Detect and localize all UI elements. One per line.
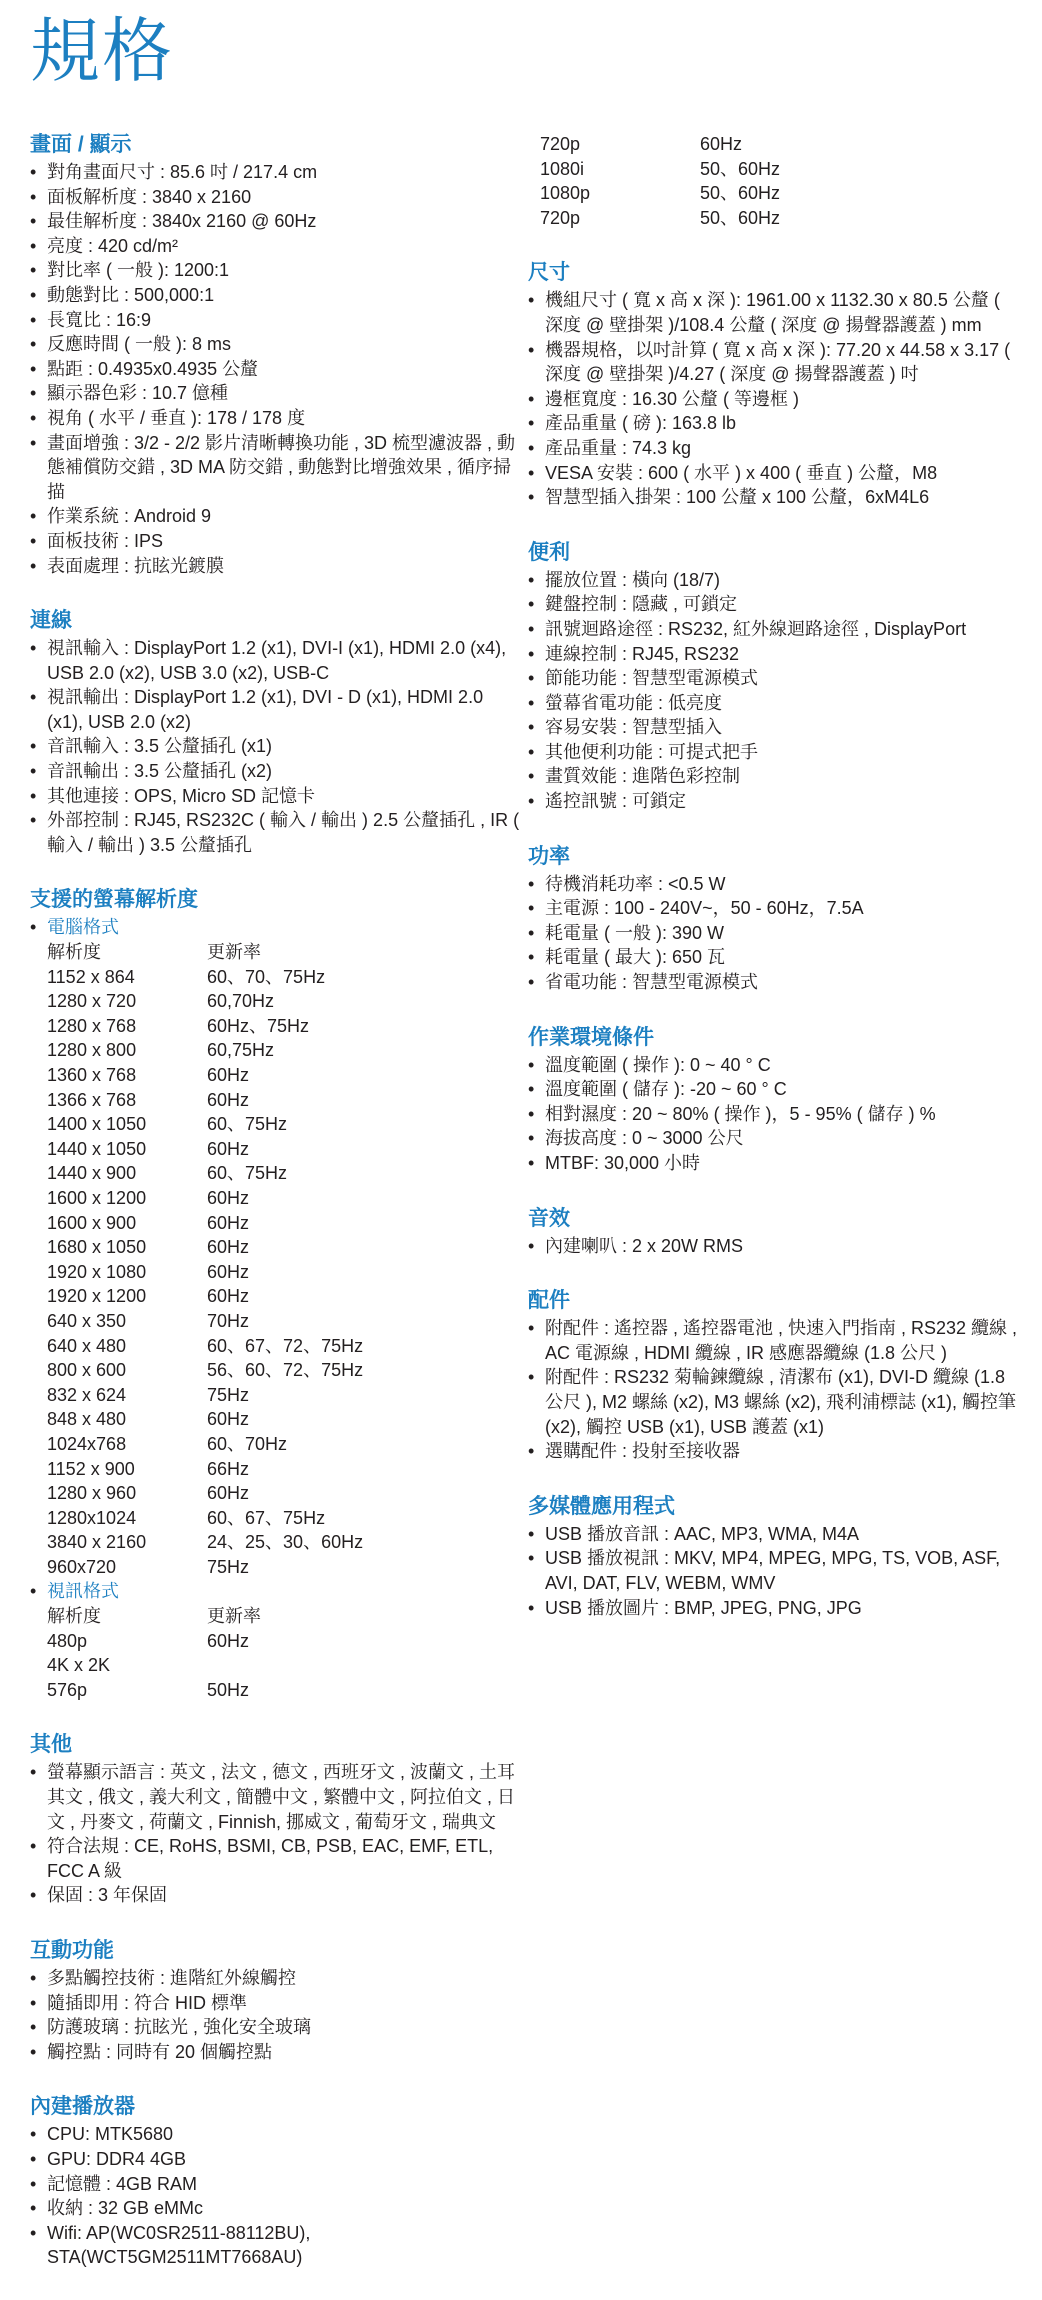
table-row <box>47 1137 520 1162</box>
spec-item: • 對比率 ( 一般 ): 1200:1 <box>30 258 520 283</box>
spec-item: • 視角 ( 水平 / 垂直 ): 178 / 178 度 <box>30 406 520 431</box>
spec-item: • 節能功能 : 智慧型電源模式 <box>528 666 1018 691</box>
spec-item: • 其他便利功能 : 可提式把手 <box>528 740 1018 765</box>
refresh-rate-cell: 60、67、75Hz <box>207 1507 326 1528</box>
refresh-rate-cell: 50、60Hz <box>700 207 781 228</box>
spec-item: • 選購配件 : 投射至接收器 <box>528 1439 1018 1464</box>
refresh-rate-cell: 50、60Hz <box>700 183 781 204</box>
col-header-refresh: 更新率 <box>207 1606 261 1627</box>
spec-item: • USB 播放圖片 : BMP, JPEG, PNG, JPG <box>528 1596 1018 1621</box>
table-row <box>47 1014 520 1039</box>
section-heading-display: 畫面 / 顯示 <box>30 133 132 156</box>
table-row <box>47 1235 520 1260</box>
spec-item: • 機組尺寸 ( 寬 x 高 x 深 ): 1961.00 x 1132.30 x 80.5 公釐 ( 深度 @ 壁掛架 )/108.4 公釐 ( 深度 @ 揚聲器護蓋 ) mm <box>528 288 1018 337</box>
refresh-rate-cell: 60,75Hz <box>207 1040 275 1061</box>
spec-item: • 內建喇叭 : 2 x 20W RMS <box>528 1234 1018 1259</box>
refresh-rate-cell: 60,70Hz <box>207 991 275 1012</box>
resolution-cell: 1366 x 768 <box>47 1089 137 1110</box>
refresh-rate-cell: 50Hz <box>207 1679 250 1700</box>
spec-item: • 音訊輸入 : 3.5 公釐插孔 (x1) <box>30 734 520 759</box>
refresh-rate-cell: 50、60Hz <box>700 158 781 179</box>
spec-item: • 螢幕顯示語言 : 英文 , 法文 , 德文 , 西班牙文 , 波蘭文 , 土耳其文 , 俄文 , 義大利文 , 簡體中文 , 繁體中文 , 阿拉伯文 , 日文 , 丹麥文 , 荷蘭文 , Finnish, 挪威文 , 葡萄牙文 , 瑞典文 <box>30 1760 520 1834</box>
spec-item: • 螢幕省電功能 : 低亮度 <box>528 691 1018 716</box>
spec-list <box>30 1760 520 1908</box>
section-heading-interactive: 互動功能 <box>30 1939 114 1962</box>
spec-list <box>528 1234 1018 1259</box>
spec-item: • 表面處理 : 抗眩光鍍膜 <box>30 554 520 579</box>
section-heading-multimedia: 多媒體應用程式 <box>528 1494 675 1518</box>
spec-item: • 溫度範圍 ( 操作 ): 0 ~ 40 ° C <box>528 1053 1018 1078</box>
spec-item: • 機器規格，以吋計算 ( 寬 x 高 x 深 ): 77.20 x 44.58 x 3.17 ( 深度 @ 壁掛架 )/4.27 ( 深度 @ 揚聲器護蓋 ) 吋 <box>528 338 1018 387</box>
table-row <box>540 206 1018 231</box>
spec-item: • 附配件 : RS232 菊輪鍊纜線 , 清潔布 (x1), DVI-D 纜線 (1.8 公尺 ), M2 螺絲 (x2), M3 螺絲 (x2), 飛利浦標誌 (x1), 觸控筆 (x2), 觸控 USB (x1), USB 護蓋 (x1) <box>528 1365 1018 1439</box>
resolution-cell: 832 x 624 <box>47 1384 127 1405</box>
section-heading-player: 內建播放器 <box>30 2095 135 2119</box>
resolution-cell: 640 x 480 <box>47 1335 127 1356</box>
refresh-rate-cell: 75Hz <box>207 1384 250 1405</box>
section-multimedia <box>528 1494 1018 1620</box>
refresh-rate-cell: 66Hz <box>207 1458 250 1479</box>
spec-item: • 海拔高度 : 0 ~ 3000 公尺 <box>528 1126 1018 1151</box>
spec-item: • 觸控點 : 同時有 20 個觸控點 <box>30 2040 520 2065</box>
refresh-rate-cell: 60、70Hz <box>207 1433 288 1454</box>
table-row <box>47 1088 520 1113</box>
section-heading-resolutions: 支援的螢幕解析度 <box>30 888 198 912</box>
right-column <box>528 132 1018 1650</box>
refresh-rate-cell: 60、75Hz <box>207 1114 288 1135</box>
table-row <box>47 1555 520 1580</box>
section-dimensions <box>528 260 1018 509</box>
table-row <box>47 1530 520 1555</box>
spec-item: • 面板技術 : IPS <box>30 529 520 554</box>
refresh-rate-cell: 60Hz <box>207 1187 250 1208</box>
spec-item: • 防護玻璃 : 抗眩光 , 強化安全玻璃 <box>30 2015 520 2040</box>
resolution-cell: 720p <box>540 207 581 228</box>
section-power <box>528 844 1018 995</box>
pc-resolution-table <box>47 940 520 1579</box>
table-row <box>47 965 520 990</box>
resolution-cell: 1400 x 1050 <box>47 1114 147 1135</box>
table-row <box>47 1161 520 1186</box>
resolution-cell: 1024x768 <box>47 1433 127 1454</box>
resolution-cell: 1280x1024 <box>47 1507 137 1528</box>
refresh-rate-cell: 24、25、30、60Hz <box>207 1532 364 1553</box>
spec-item: • Wifi: AP(WC0SR2511-88112BU), STA(WCT5GM2511MT7668AU) <box>30 2221 520 2270</box>
refresh-rate-cell: 60Hz <box>207 1089 250 1110</box>
section-heading-environment: 作業環境條件 <box>528 1025 654 1049</box>
refresh-rate-cell: 60、75Hz <box>207 1163 288 1184</box>
table-row <box>47 1211 520 1236</box>
resolution-cell: 1920 x 1200 <box>47 1286 147 1307</box>
table-row <box>47 1629 520 1654</box>
resolution-cell: 1080p <box>540 183 591 204</box>
spec-list <box>30 160 520 578</box>
section-display <box>30 132 520 578</box>
table-row <box>47 1309 520 1334</box>
section-interactive <box>30 1938 520 2064</box>
table-row <box>47 1653 520 1678</box>
table-row <box>47 1038 520 1063</box>
section-resolutions <box>30 887 520 1702</box>
spec-item: • 連線控制 : RJ45, RS232 <box>528 642 1018 667</box>
resolution-cell: 1440 x 900 <box>47 1163 137 1184</box>
spec-item: • 智慧型插入掛架 : 100 公釐 x 100 公釐，6xM4L6 <box>528 485 1018 510</box>
table-row <box>47 1457 520 1482</box>
section-heading-power: 功率 <box>528 844 570 868</box>
video-resolution-table <box>47 1604 520 1702</box>
resolution-table-header <box>47 940 520 965</box>
spec-item: • 附配件 : 遙控器 , 遙控器電池 , 快速入門指南 , RS232 纜線 , AC 電源線 , HDMI 纜線 , IR 感應器纜線 (1.8 公尺 ) <box>528 1316 1018 1365</box>
refresh-rate-cell: 60Hz <box>207 1483 250 1504</box>
table-row <box>47 1358 520 1383</box>
resolution-cell: 1152 x 900 <box>47 1458 135 1479</box>
section-misc <box>30 1732 520 1908</box>
table-row <box>47 1063 520 1088</box>
table-row <box>47 1407 520 1432</box>
refresh-rate-cell: 60Hz <box>207 1409 250 1430</box>
section-heading-accessories: 配件 <box>528 1289 570 1313</box>
refresh-rate-cell: 60Hz <box>700 134 743 154</box>
resolution-cell: 1280 x 800 <box>47 1040 137 1061</box>
video-resolution-table-continued <box>540 132 1018 230</box>
spec-item: • 亮度 : 420 cd/m² <box>30 234 520 259</box>
spec-list <box>528 568 1018 814</box>
spec-item: • GPU: DDR4 4GB <box>30 2147 520 2172</box>
refresh-rate-cell: 60Hz <box>207 1138 250 1159</box>
refresh-rate-cell <box>207 1653 520 1678</box>
video-format-label: • 視訊格式 <box>30 1579 520 1604</box>
spec-item: • 耗電量 ( 最大 ): 650 瓦 <box>528 945 1018 970</box>
resolution-cell: 480p <box>47 1630 88 1651</box>
spec-item: • 符合法規 : CE, RoHS, BSMI, CB, PSB, EAC, EMF, ETL, FCC A 級 <box>30 1834 520 1883</box>
resolution-cell: 800 x 600 <box>47 1360 127 1381</box>
refresh-rate-cell: 60Hz <box>207 1065 250 1085</box>
spec-item: • 對角畫面尺寸 : 85.6 吋 / 217.4 cm <box>30 160 520 185</box>
spec-item: • 待機消耗功率 : <0.5 W <box>528 872 1018 897</box>
section-heading-connectivity: 連線 <box>30 609 72 633</box>
table-row <box>47 1481 520 1506</box>
col-header-resolution: 解析度 <box>47 942 101 963</box>
section-environment <box>528 1025 1018 1176</box>
spec-item: • 容易安裝 : 智慧型插入 <box>528 715 1018 740</box>
table-row <box>47 989 520 1014</box>
spec-item: • 溫度範圍 ( 儲存 ): -20 ~ 60 ° C <box>528 1077 1018 1102</box>
spec-item: • 保固 : 3 年保固 <box>30 1883 520 1908</box>
table-row <box>47 1112 520 1137</box>
col-header-resolution: 解析度 <box>47 1606 101 1627</box>
table-row <box>540 157 1018 182</box>
spec-item: • 畫質效能 : 進階色彩控制 <box>528 764 1018 789</box>
spec-item: • 動態對比 : 500,000:1 <box>30 283 520 308</box>
resolution-cell: 4K x 2K <box>47 1655 111 1676</box>
spec-item: • 顯示器色彩 : 10.7 億種 <box>30 381 520 406</box>
refresh-rate-cell: 60Hz <box>207 1286 250 1307</box>
spec-item: • 反應時間 ( 一般 ): 8 ms <box>30 332 520 357</box>
spec-item: • 外部控制 : RJ45, RS232C ( 輸入 / 輸出 ) 2.5 公釐插孔 , IR ( 輸入 / 輸出 ) 3.5 公釐插孔 <box>30 808 520 857</box>
spec-item: • 收納 : 32 GB eMMc <box>30 2196 520 2221</box>
refresh-rate-cell: 60、70、75Hz <box>207 966 326 987</box>
resolution-cell: 1152 x 864 <box>47 966 135 987</box>
spec-item: • 邊框寬度 : 16.30 公釐 ( 等邊框 ) <box>528 387 1018 412</box>
resolution-cell: 1280 x 768 <box>47 1015 137 1036</box>
spec-list <box>30 636 520 857</box>
refresh-rate-cell: 56、60、72、75Hz <box>207 1360 364 1381</box>
table-row <box>47 1678 520 1703</box>
spec-list <box>528 1053 1018 1176</box>
spec-item: • 鍵盤控制 : 隱藏 , 可鎖定 <box>528 592 1018 617</box>
table-row <box>47 1284 520 1309</box>
spec-item: • 省電功能 : 智慧型電源模式 <box>528 970 1018 995</box>
spec-item: • 相對濕度 : 20 ~ 80% ( 操作 )，5 - 95% ( 儲存 ) % <box>528 1102 1018 1127</box>
resolution-cell: 1680 x 1050 <box>47 1237 147 1258</box>
table-row <box>540 181 1018 206</box>
spec-item: • 音訊輸出 : 3.5 公釐插孔 (x2) <box>30 759 520 784</box>
spec-item: • 點距 : 0.4935x0.4935 公釐 <box>30 357 520 382</box>
refresh-rate-cell: 60、67、72、75Hz <box>207 1335 364 1356</box>
spec-item: • 記憶體 : 4GB RAM <box>30 2172 520 2197</box>
spec-item: • USB 播放視訊 : MKV, MP4, MPEG, MPG, TS, VOB, ASF, AVI, DAT, FLV, WEBM, WMV <box>528 1546 1018 1595</box>
spec-item: • CPU: MTK5680 <box>30 2122 520 2147</box>
section-heading-dimensions: 尺寸 <box>528 261 570 285</box>
spec-item: • 作業系統 : Android 9 <box>30 504 520 529</box>
section-sound <box>528 1206 1018 1259</box>
spec-item: • 隨插即用 : 符合 HID 標準 <box>30 1991 520 2016</box>
resolution-cell: 1280 x 720 <box>47 991 137 1012</box>
resolution-cell: 1600 x 900 <box>47 1212 137 1233</box>
spec-list <box>30 1966 520 2064</box>
refresh-rate-cell: 60Hz <box>207 1261 250 1282</box>
section-accessories <box>528 1288 1018 1464</box>
refresh-rate-cell: 70Hz <box>207 1310 250 1331</box>
spec-list <box>528 872 1018 995</box>
spec-item: • 多點觸控技術 : 進階紅外線觸控 <box>30 1966 520 1991</box>
resolution-cell: 1280 x 960 <box>47 1483 137 1504</box>
resolution-cell: 720p <box>540 134 581 154</box>
spec-list <box>528 1316 1018 1464</box>
resolution-cell: 576p <box>47 1679 88 1700</box>
spec-item: • 擺放位置 : 橫向 (18/7) <box>528 568 1018 593</box>
table-row <box>47 1432 520 1457</box>
col-header-refresh: 更新率 <box>207 942 261 963</box>
spec-item: • 其他連接 : OPS, Micro SD 記憶卡 <box>30 784 520 809</box>
refresh-rate-cell: 60Hz <box>207 1237 250 1258</box>
section-convenience <box>528 540 1018 814</box>
table-row <box>540 132 1018 157</box>
spec-item: • USB 播放音訊 : AAC, MP3, WMA, M4A <box>528 1522 1018 1547</box>
spec-item: • 耗電量 ( 一般 ): 390 W <box>528 921 1018 946</box>
section-connectivity <box>30 608 520 857</box>
spec-item: • 主電源 : 100 - 240V~，50 - 60Hz，7.5A <box>528 896 1018 921</box>
left-column <box>30 132 520 2300</box>
refresh-rate-cell: 60Hz、75Hz <box>207 1015 310 1036</box>
resolution-cell: 1600 x 1200 <box>47 1187 147 1208</box>
spec-list <box>528 1522 1018 1620</box>
section-heading-misc: 其他 <box>30 1733 72 1757</box>
table-row <box>47 1260 520 1285</box>
resolution-cell: 1080i <box>540 158 585 179</box>
spec-item: • 產品重量 : 74.3 kg <box>528 436 1018 461</box>
section-player <box>30 2094 520 2270</box>
resolution-cell: 960x720 <box>47 1556 117 1577</box>
spec-item: • MTBF: 30,000 小時 <box>528 1151 1018 1176</box>
spec-item: • 最佳解析度 : 3840x 2160 @ 60Hz <box>30 209 520 234</box>
spec-item: • 產品重量 ( 磅 ): 163.8 lb <box>528 411 1018 436</box>
resolution-cell: 1440 x 1050 <box>47 1138 147 1159</box>
spec-list <box>30 2122 520 2270</box>
spec-item: • 視訊輸出 : DisplayPort 1.2 (x1), DVI - D (x1), HDMI 2.0 (x1), USB 2.0 (x2) <box>30 685 520 734</box>
spec-item: • 面板解析度 : 3840 x 2160 <box>30 185 520 210</box>
resolution-cell: 3840 x 2160 <box>47 1532 147 1553</box>
resolution-cell: 1360 x 768 <box>47 1065 137 1085</box>
spec-list <box>528 288 1018 509</box>
resolution-cell: 640 x 350 <box>47 1310 127 1331</box>
section-heading-sound: 音效 <box>528 1206 570 1230</box>
table-row <box>47 1334 520 1359</box>
spec-item: • 長寬比 : 16:9 <box>30 308 520 333</box>
spec-item: • 視訊輸入 : DisplayPort 1.2 (x1), DVI-I (x1), HDMI 2.0 (x4), USB 2.0 (x2), USB 3.0 (x2), USB-C <box>30 636 520 685</box>
refresh-rate-cell: 60Hz <box>207 1630 250 1651</box>
table-row <box>47 1383 520 1408</box>
refresh-rate-cell: 60Hz <box>207 1212 250 1233</box>
section-heading-convenience: 便利 <box>528 540 570 564</box>
refresh-rate-cell: 75Hz <box>207 1556 250 1577</box>
resolution-cell: 1920 x 1080 <box>47 1261 147 1282</box>
spec-item: • 遙控訊號 : 可鎖定 <box>528 789 1018 814</box>
page-title: 規格 <box>30 12 174 90</box>
pc-format-label: • 電腦格式 <box>30 915 520 940</box>
spec-item: • VESA 安裝 : 600 ( 水平 ) x 400 ( 垂直 ) 公釐，M8 <box>528 461 1018 486</box>
table-row <box>47 1186 520 1211</box>
spec-item: • 訊號迴路途徑 : RS232, 紅外線迴路途徑 , DisplayPort <box>528 617 1018 642</box>
spec-item: • 畫面增強 : 3/2 - 2/2 影片清晰轉換功能 , 3D 梳型濾波器 , 動態補償防交錯 , 3D MA 防交錯 , 動態對比增強效果 , 循序掃描 <box>30 431 520 505</box>
resolution-table-header <box>47 1604 520 1629</box>
resolution-cell: 848 x 480 <box>47 1409 127 1430</box>
table-row <box>47 1506 520 1531</box>
